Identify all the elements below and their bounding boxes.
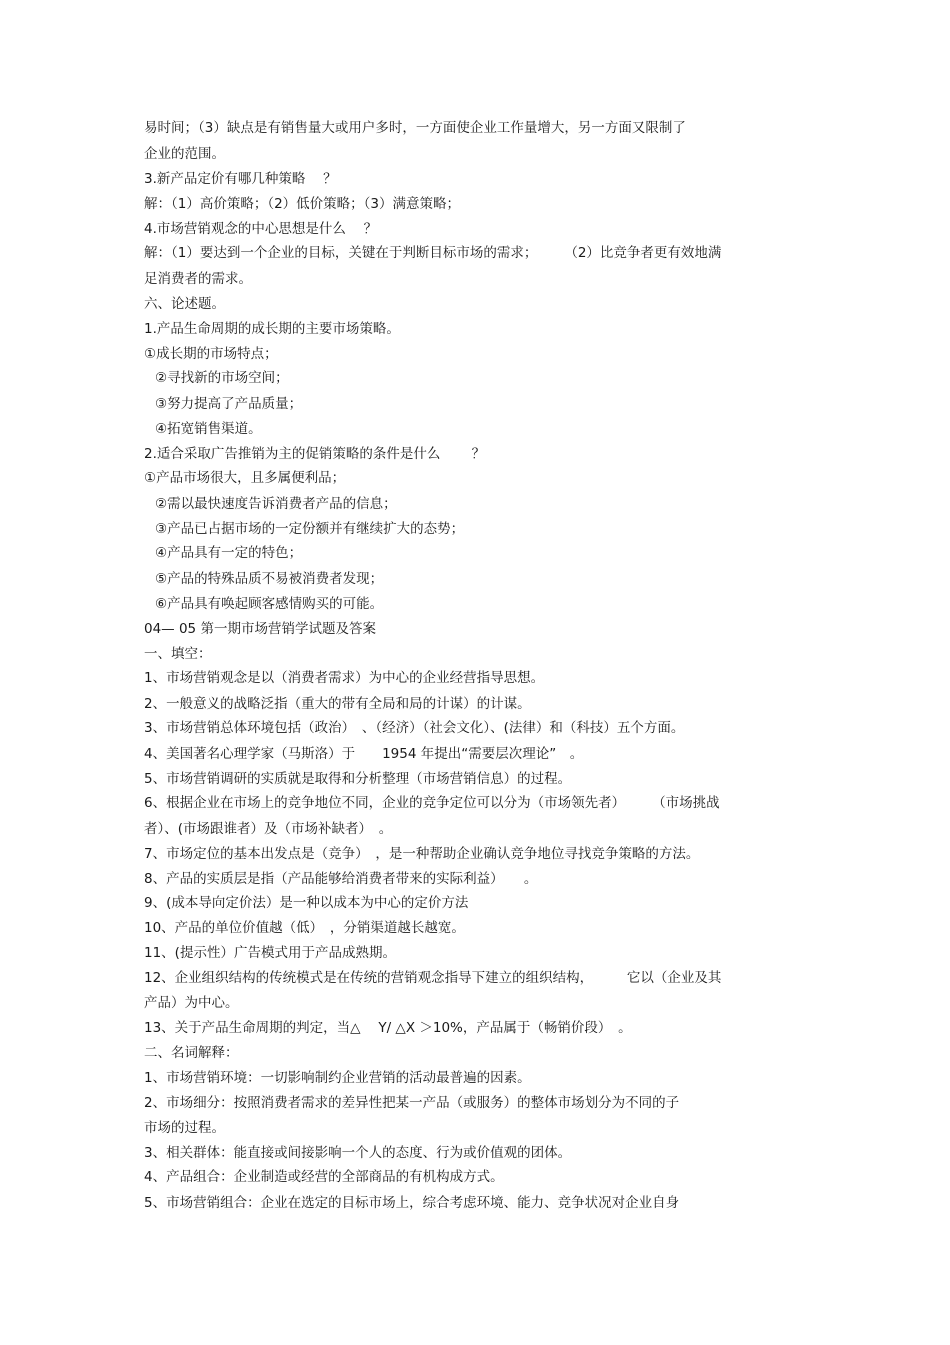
list-item: ④拓宽销售渠道。 [155,421,262,437]
text-line: 7、市场定位的基本出发点是（竞争） ，是一种帮助企业确认竞争地位寻找竞争策略的方法。 [144,846,700,862]
list-item: ①成长期的市场特点； [144,346,278,362]
text-line: 4、美国著名心理学家（马斯洛）于 1954 年提出“需要层次理论” 。 [144,746,584,762]
text-line: 11、(提示性）广告模式用于产品成熟期。 [144,945,396,961]
text-line: 6、根据企业在市场上的竞争地位不同，企业的竞争定位可以分为（市场领先者） （市场挑战 [144,795,720,811]
text-line: 足消费者的需求。 [144,271,252,287]
text-line: 市场的过程。 [144,1120,225,1136]
list-item: ⑥产品具有唤起顾客感情购买的可能。 [155,596,384,612]
text-line: 3.新产品定价有哪几种策略 ？ [144,171,337,187]
text-line: 2、市场细分：按照消费者需求的差异性把某一产品（或服务）的整体市场划分为不同的子 [144,1095,680,1111]
text-line: 2.适合采取广告推销为主的促销策略的条件是什么 ？ [144,446,486,462]
text-line: 1、市场营销观念是以（消费者需求）为中心的企业经营指导思想。 [144,670,545,686]
text-line: 者）、(市场跟谁者）及（市场补缺者） 。 [144,821,393,837]
list-item: ①产品市场很大，且多属便利品； [144,470,346,486]
text-line: 企业的范围。 [144,146,225,162]
text-line: 12、企业组织结构的传统模式是在传统的营销观念指导下建立的组织结构， 它以（企业及其 [144,970,722,986]
text-line: 1、市场营销环境：一切影响制约企业营销的活动最普遍的因素。 [144,1070,531,1086]
list-item: ②需以最快速度告诉消费者产品的信息； [155,496,397,512]
text-line: 1.产品生命周期的成长期的主要市场策略。 [144,321,400,337]
text-line: 2、一般意义的战略泛指（重大的带有全局和局的计谋）的计谋。 [144,696,531,712]
document-subtitle: 04— 05 第一期市场营销学试题及答案 [144,621,376,637]
text-line: 13、关于产品生命周期的判定，当△ Y/ △X ＞10%，产品属于（畅销价段） 。 [144,1020,632,1036]
text-line: 解：（1）要达到一个企业的目标，关键在于判断目标市场的需求； （2）比竞争者更有效地满 [144,245,722,261]
list-item: ③产品已占据市场的一定份额并有继续扩大的态势； [155,521,465,537]
text-line: 9、(成本导向定价法）是一种以成本为中心的定价方法 [144,895,469,911]
text-line: 3、相关群体：能直接或间接影响一个人的态度、行为或价值观的团体。 [144,1145,572,1161]
list-item: ③努力提高了产品质量； [155,396,303,412]
text-line: 5、市场营销调研的实质就是取得和分析整理（市场营销信息）的过程。 [144,771,572,787]
list-item: ②寻找新的市场空间； [155,370,289,386]
section-heading: 二、名词解释： [144,1045,239,1061]
section-heading: 六、论述题。 [144,296,225,312]
section-heading: 一、填空： [144,646,212,662]
text-line: 10、产品的单位价值越（低） ，分销渠道越长越宽。 [144,920,465,936]
text-line: 解：（1）高价策略；（2）低价策略；（3）满意策略； [144,196,461,212]
text-line: 产品）为中心。 [144,995,239,1011]
text-line: 4.市场营销观念的中心思想是什么 ？ [144,221,378,237]
text-line: 5、市场营销组合：企业在选定的目标市场上，综合考虑环境、能力、竞争状况对企业自身 [144,1195,680,1211]
text-line: 4、产品组合：企业制造或经营的全部商品的有机构成方式。 [144,1169,504,1185]
list-item: ④产品具有一定的特色； [155,545,303,561]
text-line: 易时间；（3）缺点是有销售量大或用户多时，一方面使企业工作量增大，另一方面又限制了 [144,120,686,136]
list-item: ⑤产品的特殊品质不易被消费者发现； [155,571,384,587]
text-line: 8、产品的实质层是指（产品能够给消费者带来的实际利益） 。 [144,871,538,887]
text-line: 3、市场营销总体环境包括（政治） 、（经济）（社会文化）、(法律）和（科技）五个方面。 [144,720,685,736]
